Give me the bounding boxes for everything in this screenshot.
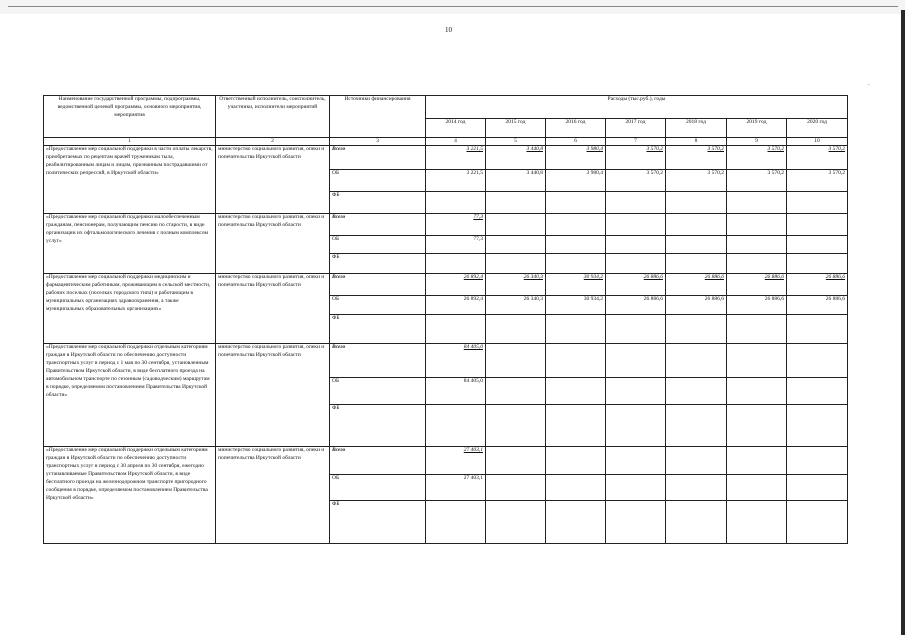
program-name: «Предоставление мер социальной поддержки отдельным категориям граждан в Иркутской области по обеспечению доступности транспортных услуг в период с 30 апреля по 30 сентября, ежегодно устанавливаемые Правительством Иркутской области, в виде бесплатного проезда на железнодорожном транспорте пригородного сообщения в порядке, определяемом постановлением Правительства Иркутской области»	[44, 447, 216, 544]
amount-cell	[787, 192, 848, 214]
funding-source: ФБ	[330, 192, 426, 214]
amount-cell	[486, 501, 546, 544]
funding-source: ОБ	[330, 296, 426, 315]
amount-cell: 26 886,6	[606, 296, 666, 315]
amount-cell	[606, 501, 666, 544]
amount-cell: 3 570,2	[787, 170, 848, 192]
amount-cell	[787, 405, 848, 447]
amount-cell	[546, 192, 606, 214]
amount-cell	[727, 475, 787, 501]
table-row	[44, 447, 848, 475]
amount-cell: 27 403,1	[426, 447, 486, 475]
amount-cell: 3 440,8	[486, 170, 546, 192]
program-name: «Предоставление мер социальной поддержки малообеспеченным гражданам, пенсионерам, получающим пенсию по старости, в виде организации их офтальмологического лечения с полным комплексом услуг»	[44, 214, 216, 274]
amount-cell	[426, 315, 486, 344]
amount-cell: 26 886,6	[727, 274, 787, 296]
amount-cell	[787, 447, 848, 475]
table-row	[44, 274, 848, 296]
amount-cell	[606, 214, 666, 236]
amount-cell	[727, 254, 787, 274]
amount-cell: 26 886,6	[606, 274, 666, 296]
amount-cell: 26 886,6	[666, 274, 727, 296]
amount-cell	[486, 405, 546, 447]
amount-cell	[606, 405, 666, 447]
amount-cell	[606, 192, 666, 214]
funding-source: Всего	[330, 146, 426, 170]
amount-cell	[426, 254, 486, 274]
amount-cell: 3 570,2	[606, 170, 666, 192]
amount-cell	[727, 501, 787, 544]
amount-cell	[727, 405, 787, 447]
amount-cell	[426, 501, 486, 544]
amount-cell	[666, 236, 727, 254]
amount-cell	[727, 214, 787, 236]
amount-cell: 27 403,1	[426, 475, 486, 501]
amount-cell	[727, 236, 787, 254]
header-year: 2019 год	[727, 119, 787, 138]
executor-name: министерство социального развития, опеки и попечительства Иркутской области	[216, 274, 330, 344]
amount-cell: 3 570,2	[666, 170, 727, 192]
amount-cell	[666, 254, 727, 274]
amount-cell: 3 221,5	[426, 170, 486, 192]
header-year: 2014 год	[426, 119, 486, 138]
amount-cell	[486, 254, 546, 274]
funding-source: Всего	[330, 344, 426, 378]
amount-cell	[486, 475, 546, 501]
amount-cell: 26 892,4	[426, 274, 486, 296]
table-body	[44, 146, 848, 544]
amount-cell: 26 892,4	[426, 296, 486, 315]
column-number: 7	[606, 138, 666, 146]
funding-source: ОБ	[330, 378, 426, 405]
program-name: «Предоставление мер социальной поддержки отдельным категориям граждан в Иркутской области по обеспечению доступности транспортных услуг в период с 1 мая по 30 сентября, установленным Правительством Иркутской области, в виде бесплатного проезда на автомобильном транспорте по сезонным (садоводческим) маршрутам в порядке, определяемом постановлением Правительства Иркутской области»	[44, 344, 216, 447]
amount-cell: 84 405,0	[426, 344, 486, 378]
amount-cell	[606, 475, 666, 501]
funding-source: Всего	[330, 447, 426, 475]
amount-cell	[546, 315, 606, 344]
column-number: 6	[546, 138, 606, 146]
funding-source: Всего	[330, 274, 426, 296]
table-row	[44, 146, 848, 170]
funding-source: ФБ	[330, 405, 426, 447]
amount-cell	[606, 236, 666, 254]
amount-cell	[666, 192, 727, 214]
column-number: 5	[486, 138, 546, 146]
amount-cell	[546, 447, 606, 475]
amount-cell	[546, 475, 606, 501]
amount-cell	[787, 315, 848, 344]
amount-cell	[787, 344, 848, 378]
amount-cell	[666, 501, 727, 544]
amount-cell	[666, 447, 727, 475]
amount-cell	[787, 254, 848, 274]
program-name: «Предоставление мер социальной поддержки медицинским и фармацевтическим работникам, проживающим в сельской местности, рабочих поселках (поселках городского типа) и работающим в муниципальных организациях здравоохранения, а также муниципальных образовательных организациях»	[44, 274, 216, 344]
amount-cell: 3 980,4	[546, 146, 606, 170]
amount-cell: 3 570,2	[787, 146, 848, 170]
amount-cell	[666, 475, 727, 501]
amount-cell	[787, 214, 848, 236]
funding-source: Всего	[330, 214, 426, 236]
amount-cell	[606, 254, 666, 274]
amount-cell	[606, 378, 666, 405]
top-rule	[8, 6, 898, 7]
amount-cell: 26 886,6	[727, 296, 787, 315]
amount-cell	[727, 447, 787, 475]
amount-cell	[486, 214, 546, 236]
program-name: «Предоставление мер социальной поддержки в части оплаты лекарств, приобретаемых по рецептам врачей труженикам тыла, реабилитированным лицам и лицам, признанным пострадавшими от политических репрессий, в Иркутской области»	[44, 146, 216, 214]
amount-cell	[546, 344, 606, 378]
executor-name: министерство социального развития, опеки и попечительства Иркутской области	[216, 344, 330, 447]
amount-cell	[546, 405, 606, 447]
amount-cell	[546, 378, 606, 405]
amount-cell	[486, 344, 546, 378]
amount-cell	[606, 344, 666, 378]
amount-cell: 3 570,2	[666, 146, 727, 170]
header-source: Источники финансирования	[330, 96, 426, 138]
amount-cell: 30 934,2	[546, 296, 606, 315]
executor-name: министерство социального развития, опеки и попечительства Иркутской области	[216, 447, 330, 544]
column-number: 1	[44, 138, 216, 146]
amount-cell	[787, 501, 848, 544]
column-number: 8	[666, 138, 727, 146]
amount-cell: 3 570,2	[727, 170, 787, 192]
table-row	[44, 344, 848, 378]
page-number: 10	[445, 26, 452, 34]
amount-cell	[787, 475, 848, 501]
amount-cell	[606, 447, 666, 475]
amount-cell	[666, 344, 727, 378]
amount-cell	[666, 378, 727, 405]
amount-cell	[666, 214, 727, 236]
budget-table	[43, 95, 848, 544]
column-number: 9	[727, 138, 787, 146]
amount-cell: 77,3	[426, 214, 486, 236]
amount-cell: 30 934,2	[546, 274, 606, 296]
amount-cell: 26 340,3	[486, 296, 546, 315]
amount-cell: 3 440,8	[486, 146, 546, 170]
amount-cell: 3 570,2	[606, 146, 666, 170]
amount-cell: 26 886,6	[787, 274, 848, 296]
amount-cell	[787, 236, 848, 254]
amount-cell	[486, 192, 546, 214]
header-expenses: Расходы (тыс.руб.), годы	[426, 96, 848, 119]
executor-name: министерство социального развития, опеки и попечительства Иркутской области	[216, 146, 330, 214]
amount-cell: 26 886,6	[666, 296, 727, 315]
amount-cell	[546, 214, 606, 236]
column-number: 10	[787, 138, 848, 146]
amount-cell	[486, 236, 546, 254]
amount-cell: 3 980,4	[546, 170, 606, 192]
header-year: 2015 год	[486, 119, 546, 138]
header-year: 2017 год	[606, 119, 666, 138]
funding-source: ОБ	[330, 475, 426, 501]
funding-source: ФБ	[330, 315, 426, 344]
amount-cell	[727, 192, 787, 214]
column-number: 4	[426, 138, 486, 146]
scan-right-edge	[901, 10, 905, 635]
funding-source: ОБ	[330, 236, 426, 254]
amount-cell	[426, 192, 486, 214]
amount-cell	[666, 405, 727, 447]
amount-cell	[727, 315, 787, 344]
amount-cell	[546, 236, 606, 254]
amount-cell	[486, 447, 546, 475]
amount-cell: 77,3	[426, 236, 486, 254]
funding-source: ФБ	[330, 254, 426, 274]
amount-cell: 3 221,5	[426, 146, 486, 170]
header-year: 2018 год	[666, 119, 727, 138]
column-number: 3	[330, 138, 426, 146]
amount-cell	[727, 378, 787, 405]
scan-top-edge	[0, 0, 905, 14]
margin-mark: .	[868, 79, 870, 87]
amount-cell	[787, 378, 848, 405]
header-year: 2020 год	[787, 119, 848, 138]
amount-cell: 26 886,6	[787, 296, 848, 315]
amount-cell	[666, 315, 727, 344]
funding-source: ОБ	[330, 170, 426, 192]
amount-cell	[606, 315, 666, 344]
funding-source: ФБ	[330, 501, 426, 544]
amount-cell	[727, 344, 787, 378]
amount-cell: 3 570,2	[727, 146, 787, 170]
amount-cell	[546, 254, 606, 274]
amount-cell	[546, 501, 606, 544]
column-number: 2	[216, 138, 330, 146]
header-year: 2016 год	[546, 119, 606, 138]
header-program: Наименование государственной программы, подпрограммы, ведомственной целевой программы, основного мероприятия, мероприятия	[44, 96, 216, 138]
amount-cell	[486, 378, 546, 405]
table-row	[44, 214, 848, 236]
amount-cell: 84 405,0	[426, 378, 486, 405]
amount-cell: 26 340,3	[486, 274, 546, 296]
amount-cell	[486, 315, 546, 344]
amount-cell	[426, 405, 486, 447]
executor-name: министерство социального развития, опеки и попечительства Иркутской области	[216, 214, 330, 274]
header-executor: Ответственный исполнитель, соисполнитель, участники, исполнители мероприятий	[216, 96, 330, 138]
